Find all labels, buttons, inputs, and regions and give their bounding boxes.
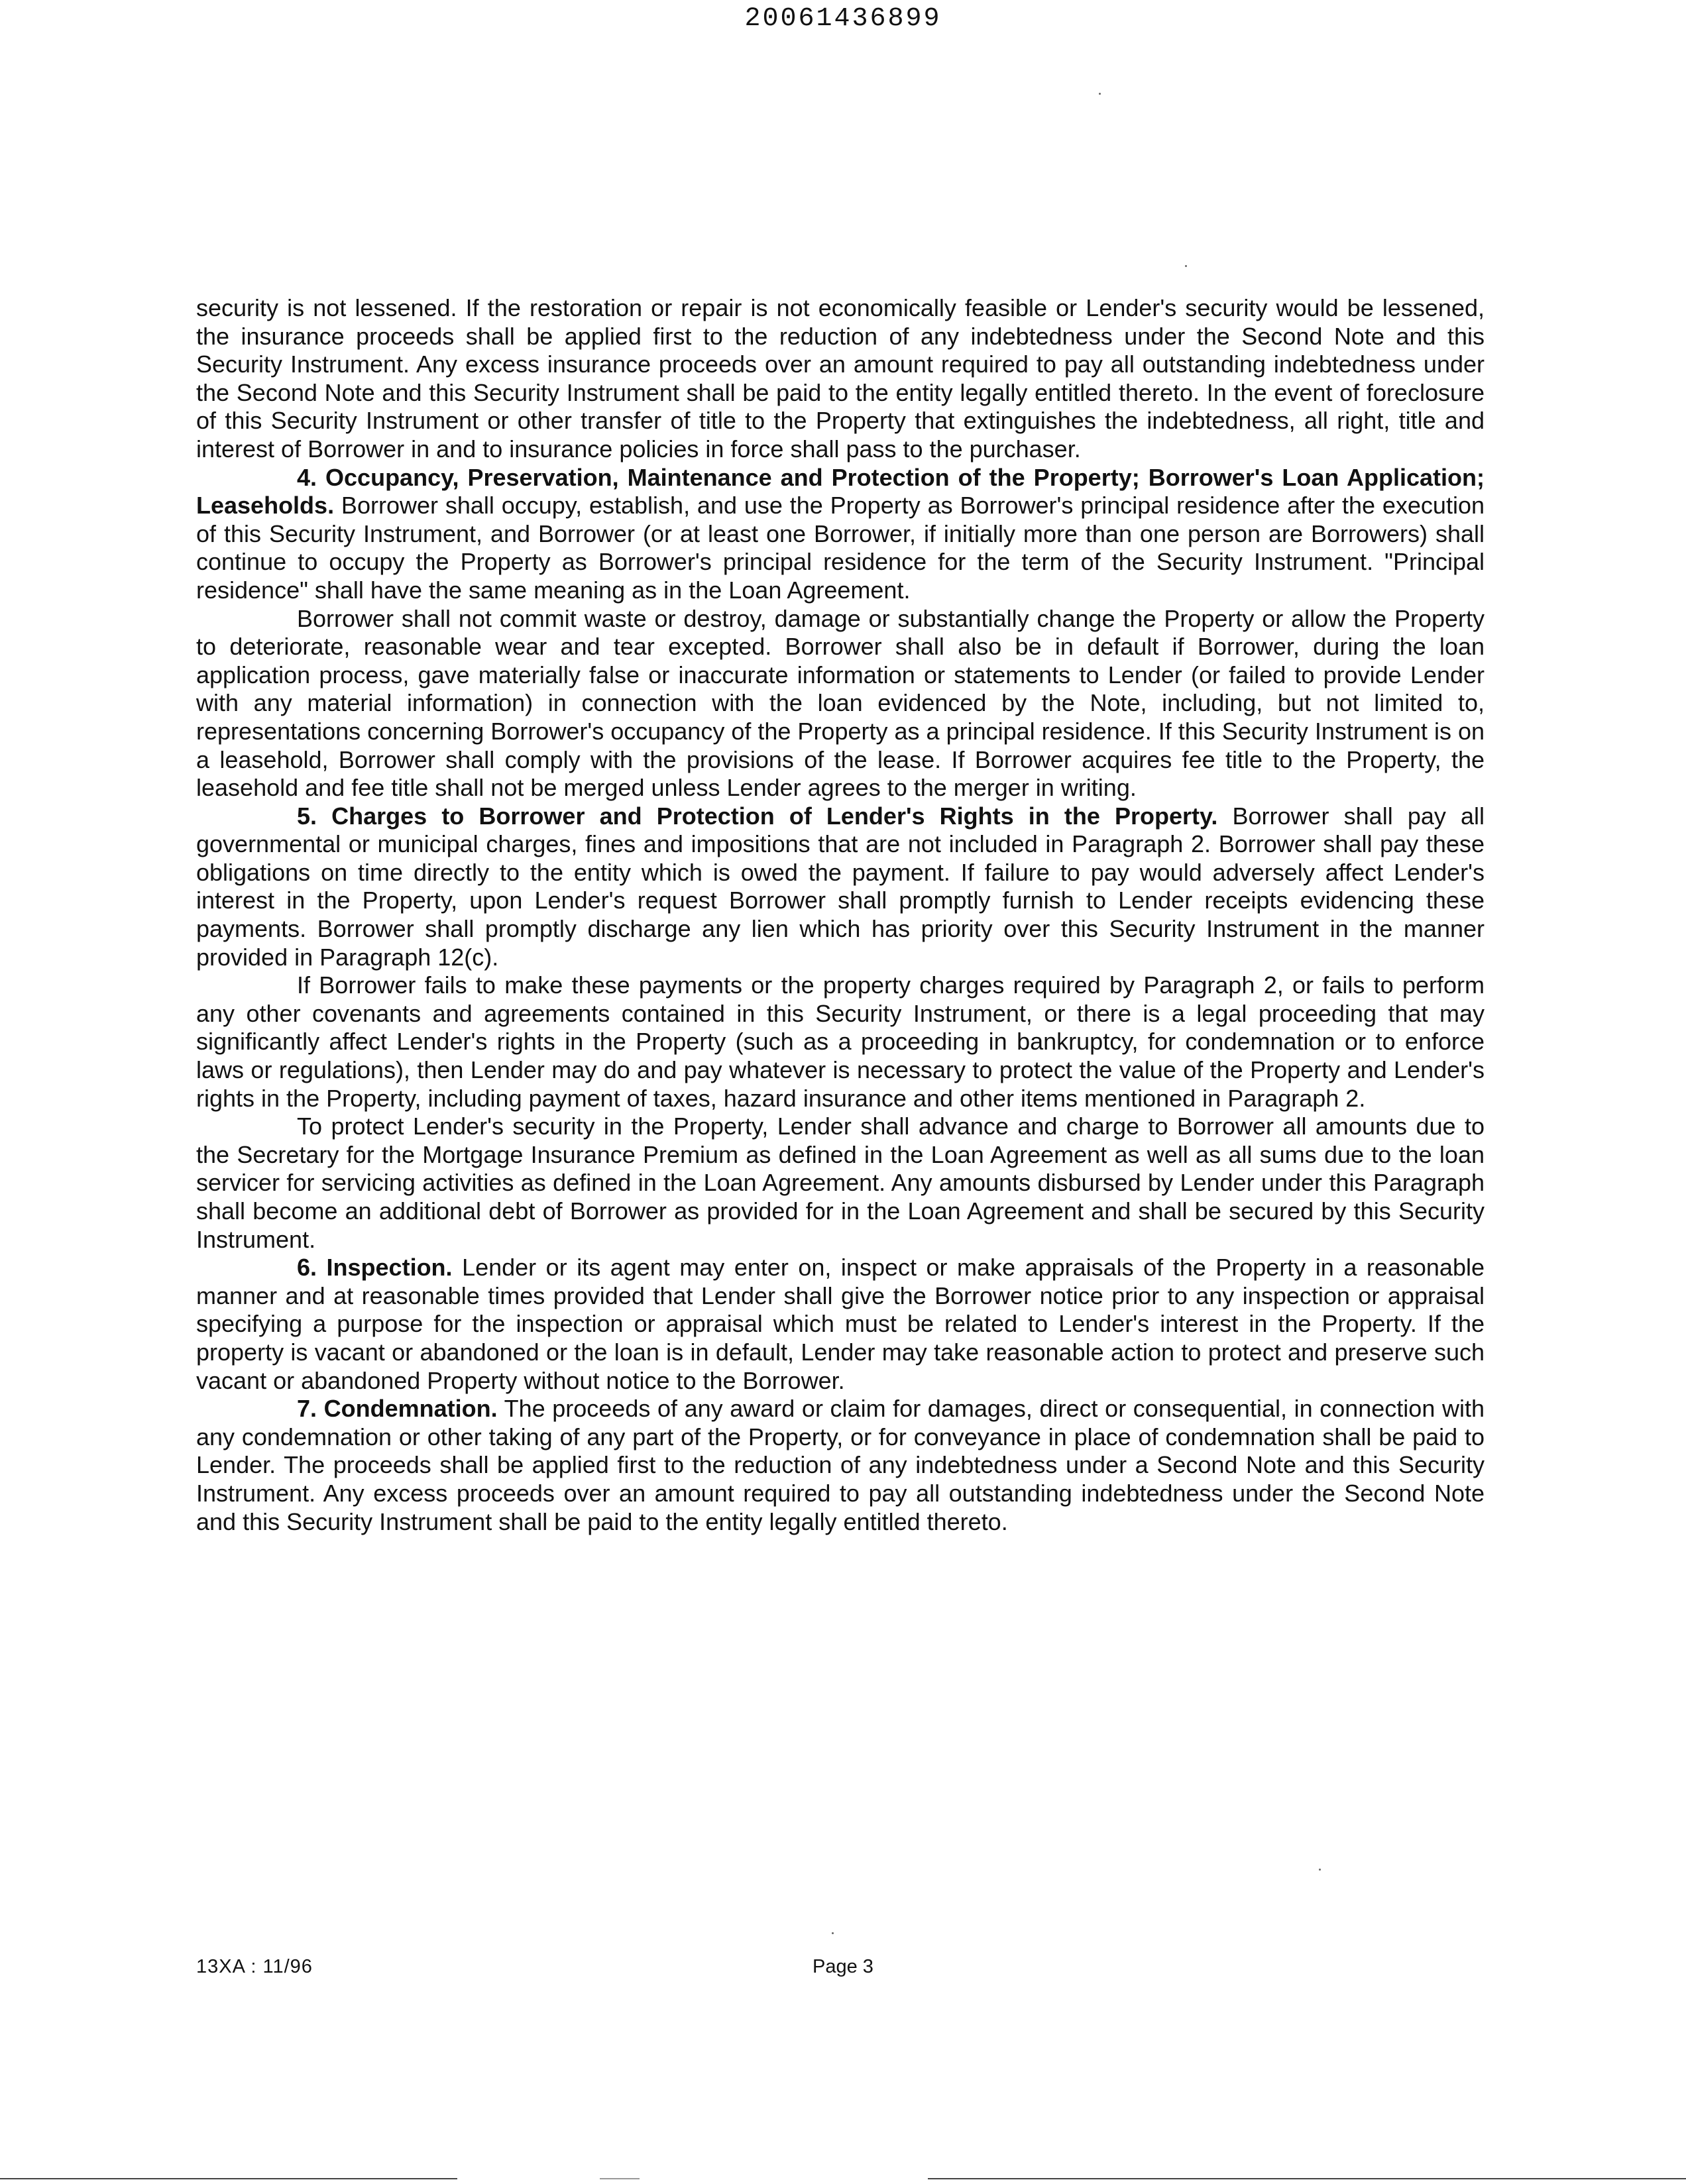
paragraph-text: Borrower shall pay all governmental or municipal charges, fines and impositions that are not included in Paragraph 2. Borrower shall pay these obligations on time directly to the entity which is owed the payment. If failure to pay would adversely affect Lender's interest in the Property, upon Lender's request Borrower shall promptly furnish to Lender receipts evidencing these payments. Borrower shall promptly discharge any lien which has priority over this Security Instrument in the manner provided in Paragraph 12(c). — [196, 802, 1485, 971]
paragraph-text: security is not lessened. If the restoration or repair is not economically feasible or Lender's security would be lessened, the insurance proceeds shall be applied first to the reduction of any indebtedness under the Second Note and this Security Instrument. Any excess insurance proceeds over an amount required to pay all outstanding indebtedness under the Second Note and this Security Instrument shall be paid to the entity legally entitled thereto. In the event of foreclosure of this Security Instrument or other transfer of title to the Property that extinguishes the indebtedness, all right, title and interest of Borrower in and to insurance policies in force shall pass to the purchaser. — [196, 294, 1485, 463]
scan-edge-line — [600, 2178, 640, 2179]
paragraph-text: The proceeds of any award or claim for damages, direct or consequential, in connection with any condemnation or other taking of any part of the Property, or for conveyance in place of condemnation shall be paid to Lender. The proceeds shall be applied first to the reduction of any indebtedness under a Second Note and this Security Instrument. Any excess proceeds over an amount required to pay all outstanding indebtedness under the Second Note and this Security Instrument shall be paid to the entity legally entitled thereto. — [196, 1395, 1485, 1535]
document-body — [196, 294, 1485, 1536]
paragraph-protect-security — [196, 1113, 1485, 1254]
paragraph-heading: 6. Inspection. — [297, 1254, 453, 1282]
paragraph-inspection — [196, 1254, 1485, 1395]
page-number: Page 3 — [813, 1956, 873, 1977]
paragraph-text: Borrower shall occupy, establish, and use the Property as Borrower's principal residence after the execution of this Security Instrument, and Borrower (or at least one Borrower, if initially more than one person are Borrowers) shall continue to occupy the Property as Borrower's principal residence for the term of the Security Instrument. "Principal residence" shall have the same meaning as in the Loan Agreement. — [196, 492, 1485, 604]
paragraph-heading: 5. Charges to Borrower and Protection of Lender's Rights in the Property. — [297, 802, 1218, 830]
document-number: 20061436899 — [744, 4, 942, 34]
paragraph-occupancy — [196, 464, 1485, 605]
paragraph-insurance-continued — [196, 294, 1485, 464]
paragraph-waste — [196, 605, 1485, 802]
paragraph-text: To protect Lender's security in the Property, Lender shall advance and charge to Borrower all amounts due to the Secretary for the Mortgage Insurance Premium as defined in the Loan Agreement as well as all sums due to the loan servicer for servicing activities as defined in the Loan Agreement. Any amounts disbursed by Lender under this Paragraph shall become an additional debt of Borrower as provided for in the Loan Agreement and shall be secured by this Security Instrument. — [196, 1113, 1485, 1253]
paragraph-charges — [196, 802, 1485, 972]
scan-speck — [1319, 1869, 1321, 1871]
scan-speck — [832, 1932, 834, 1934]
paragraph-heading: 4. Occupancy, Preservation, Maintenance and Protection of the Property; Borrower's Loan Application; Leaseholds. — [196, 463, 1485, 519]
scan-edge-line — [928, 2178, 1686, 2179]
paragraph-text: Lender or its agent may enter on, inspect or make appraisals of the Property in a reasonable manner and at reasonable times provided that Lender shall give the Borrower notice prior to any inspection or appraisal specifying a purpose for the inspection or appraisal which must be related to Lender's interest in the Property. If the property is vacant or abandoned or the loan is in default, Lender may take reasonable action to protect and preserve such vacant or abandoned Property without notice to the Borrower. — [196, 1254, 1485, 1394]
paragraph-text: If Borrower fails to make these payments or the property charges required by Paragraph 2, or fails to perform any other covenants and agreements contained in this Security Instrument, or there is a legal proceeding that may significantly affect Lender's rights in the Property (such as a proceeding in bankruptcy, for condemnation or to enforce laws or regulations), then Lender may do and pay whatever is necessary to protect the value of the Property and Lender's rights in the Property, including payment of taxes, hazard insurance and other items mentioned in Paragraph 2. — [196, 971, 1485, 1112]
paragraph-text: Borrower shall not commit waste or destroy, damage or substantially change the Property or allow the Property to deteriorate, reasonable wear and tear excepted. Borrower shall also be in default if Borrower, during the loan application process, gave materially false or inaccurate information or statements to Lender (or failed to provide Lender with any material information) in connection with the loan evidenced by the Note, including, but not limited to, representations concerning Borrower's occupancy of the Property as a principal residence. If this Security Instrument is on a leasehold, Borrower shall comply with the provisions of the lease. If Borrower acquires fee title to the Property, the leasehold and fee title shall not be merged unless Lender agrees to the merger in writing. — [196, 604, 1485, 802]
paragraph-borrower-fails — [196, 971, 1485, 1113]
paragraph-condemnation — [196, 1395, 1485, 1536]
scan-speck — [1099, 93, 1101, 95]
scan-speck — [1185, 265, 1187, 267]
form-code: 13XA : 11/96 — [196, 1956, 313, 1977]
scan-edge-line — [0, 2178, 457, 2179]
paragraph-heading: 7. Condemnation. — [297, 1395, 498, 1423]
